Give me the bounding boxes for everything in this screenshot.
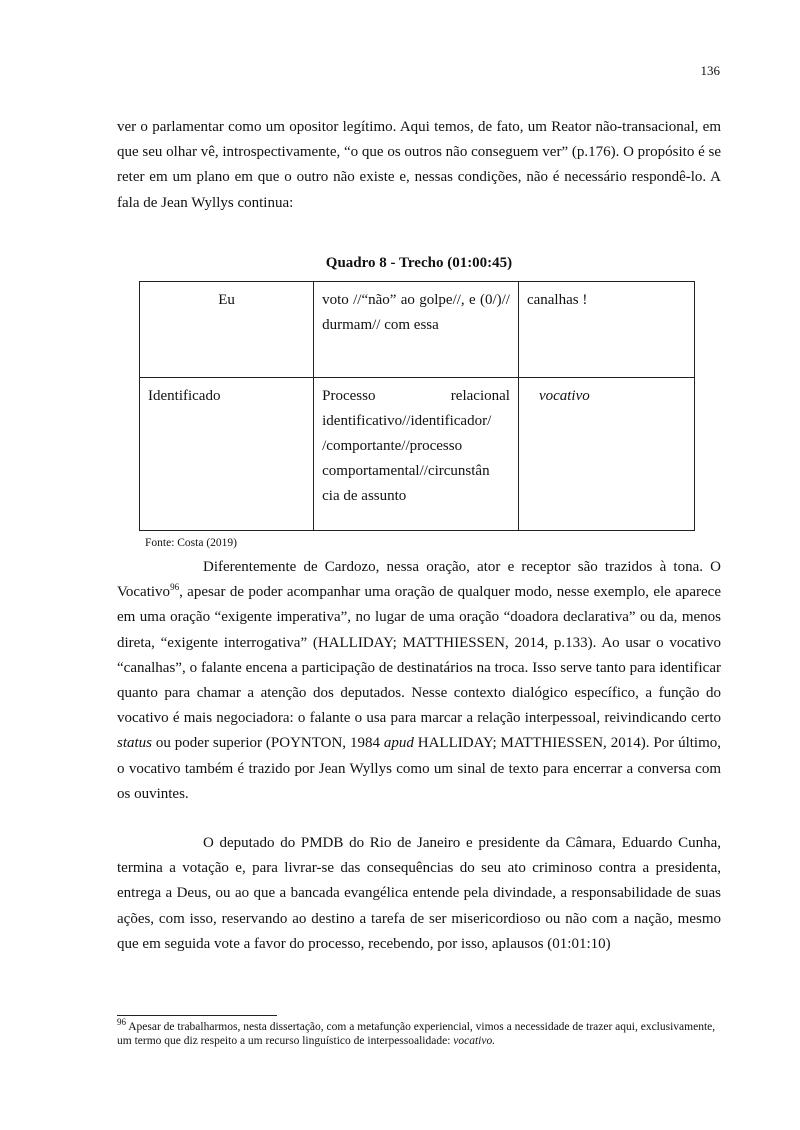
quadro-table <box>139 281 695 531</box>
emphasis-apud: apud <box>383 735 414 752</box>
page-number: 136 <box>700 63 720 78</box>
footnote-reference[interactable]: 96 <box>170 582 180 593</box>
table-cell: Processo relacional identificativo//identificador/ /comportante//processo comportamental//circunstân cia de assunto <box>314 378 519 531</box>
paragraph-cunha: O deputado do PMDB do Rio de Janeiro e presidente da Câmara, Eduardo Cunha, termina a votação e, para livrar-se das consequências do seu ato criminoso contra a presidenta, entrega a Deus, ou ao que a bancada evangélica entende pela divindade, a responsabilidade de suas ações, com isso, reservando ao destino a tarefa de ser misericordioso ou não com a nação, mesmo que em seguida vote a favor do processo, recebendo, por isso, aplausos (01:01:10) <box>117 835 721 952</box>
paragraph-text: ou poder superior (POYNTON, 1984 <box>152 735 384 752</box>
table-cell <box>518 378 694 531</box>
table-source: Fonte: Costa (2019) <box>145 537 237 549</box>
vocativo-label: vocativo <box>538 388 590 404</box>
table-cell: Eu <box>140 282 314 378</box>
table-cell: voto //“não” ao golpe//, e (0/)// durmam// com essa <box>314 282 519 378</box>
footnote-number: 96 <box>117 1017 126 1028</box>
paragraph-vocativo <box>117 555 721 807</box>
paragraph-intro: ver o parlamentar como um opositor legítimo. Aqui temos, de fato, um Reator não-transacional, em que seu olhar vê, introspectivamente, “o que os outros não conseguem ver” (p.176). O propósito é se reter em um plano em que o outro não existe e, nessas condições, não é necessário respondê-lo. A fala de Jean Wyllys continua: <box>117 119 721 211</box>
footnote <box>117 1017 723 1048</box>
table-cell: canalhas ! <box>518 282 694 378</box>
paragraph-text: Diferentemente de Cardozo, nessa oração, ator e receptor são trazidos à tona. O Vocativo <box>117 559 721 601</box>
footnote-text: Apesar de trabalharmos, nesta dissertação, com a metafunção experiencial, vimos a necessidade de trazer aqui, exclusivamente, um termo que diz respeito a um recurso linguístico de interpessoalidade: <box>117 1021 716 1047</box>
table-row <box>140 282 695 378</box>
table-cell: Identificado <box>140 378 314 531</box>
paragraph-text: HALLIDAY; MATTHIESSEN, 2014). Por último, o vocativo também é trazido por Jean Wyllys como um sinal de texto para encerrar a conversa com os ouvintes. <box>117 735 721 802</box>
paragraph-text: , apesar de poder acompanhar uma oração de qualquer modo, nesse exemplo, ele aparece em uma oração “exigente imperativa”, no lugar de uma oração “doadora declarativa” ou da, menos direta, “exigente interrogativa” (HALLIDAY; MATTHIESSEN, 2014, p.133). Ao usar o vocativo “canalhas”, o falante encena a participação de destinatários na troca. Isso serve tanto para identificar quanto para chamar a atenção dos deputados. Nesse contexto dialógico específico, a função do vocativo é mais negociadora: o falante o usa para marcar a relação interpessoal, reivindicando certo <box>117 584 721 727</box>
table-row <box>140 378 695 531</box>
emphasis-status: status <box>117 735 153 752</box>
table-caption: Quadro 8 - Trecho (01:00:45) <box>325 255 513 271</box>
footnote-divider <box>117 1015 277 1016</box>
footnote-term: vocativo. <box>453 1035 496 1047</box>
